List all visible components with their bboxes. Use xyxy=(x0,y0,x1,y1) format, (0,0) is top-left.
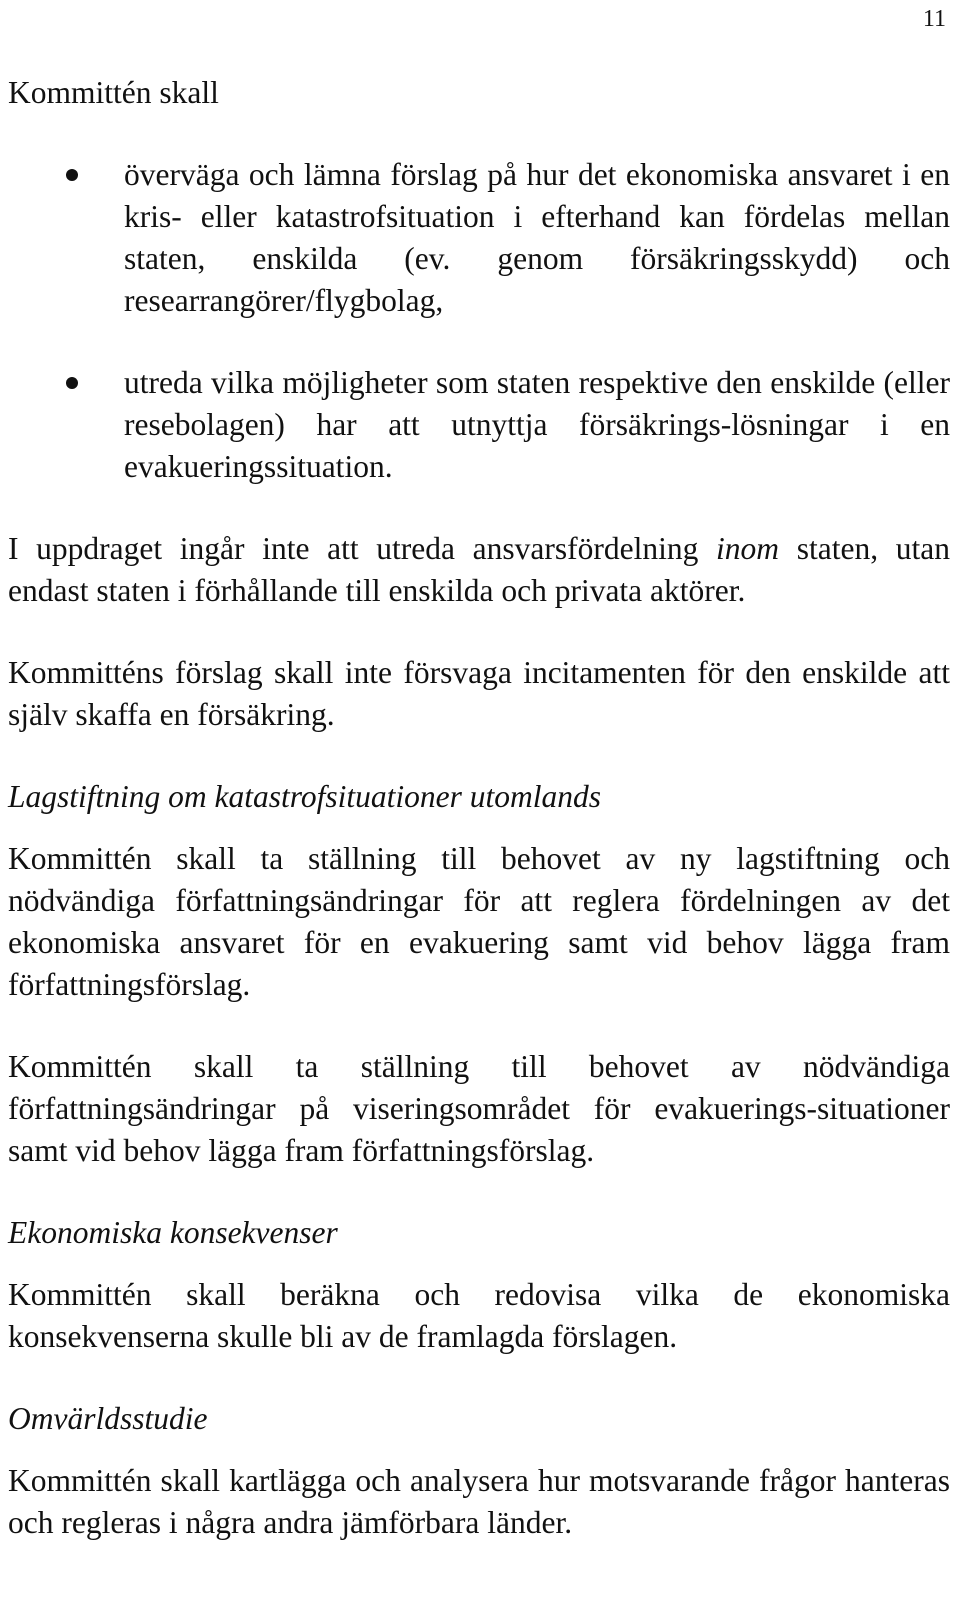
paragraph: Kommittén skall ta ställning till behovet av nödvändiga författningsändringar på viseringsområdet för evakuerings-situationer samt vid behov lägga fram författningsförslag. xyxy=(8,1049,950,1168)
paragraph: Kommittén skall ta ställning till behovet av ny lagstiftning och nödvändiga författningsändringar för att reglera fördelningen av det ekonomiska ansvaret för en evakuering samt vid behov lägga fram författningsförslag. xyxy=(8,841,950,1002)
task-list xyxy=(8,154,950,488)
bullet-icon xyxy=(66,377,78,389)
list-item xyxy=(124,362,950,488)
intro-line: Kommittén skall xyxy=(8,75,219,110)
scope-paragraph xyxy=(8,528,950,612)
section-world-study xyxy=(8,1398,950,1544)
list-item xyxy=(124,154,950,322)
document-body xyxy=(8,72,950,1544)
paragraph: Kommittén skall beräkna och redovisa vilka de ekonomiska konsekvenserna skulle bli av de framlagda förslagen. xyxy=(8,1277,950,1354)
incentive-paragraph: Kommitténs förslag skall inte försvaga incitamenten för den enskilde att själv skaffa en försäkring. xyxy=(8,655,950,732)
paragraph: Kommittén skall kartlägga och analysera hur motsvarande frågor hanteras och regleras i några andra jämförbara länder. xyxy=(8,1463,950,1540)
bullet-icon xyxy=(66,169,78,181)
scope-emphasis: inom xyxy=(716,531,780,566)
section-heading: Lagstiftning om katastrofsituationer utomlands xyxy=(8,779,602,814)
section-economic-consequences xyxy=(8,1212,950,1358)
page-number: 11 xyxy=(922,6,946,32)
scope-text-before: I uppdraget ingår inte att utreda ansvarsfördelning xyxy=(8,531,717,566)
section-heading: Omvärldsstudie xyxy=(8,1401,208,1436)
section-legislation xyxy=(8,776,950,1172)
list-item-text: överväga och lämna förslag på hur det ekonomiska ansvaret i en kris- eller katastrofsituation i efterhand kan fördelas mellan staten, enskilda (ev. genom försäkringsskydd) och researrangörer/flygbolag, xyxy=(124,157,950,318)
scope-text-after: staten, utan endast staten i förhållande till enskilda och privata aktörer. xyxy=(8,531,950,608)
section-heading: Ekonomiska konsekvenser xyxy=(8,1215,338,1250)
list-item-text: utreda vilka möjligheter som staten respektive den enskilde (eller resebolagen) har att utnyttja försäkrings-lösningar i en evakueringssituation. xyxy=(124,365,950,484)
